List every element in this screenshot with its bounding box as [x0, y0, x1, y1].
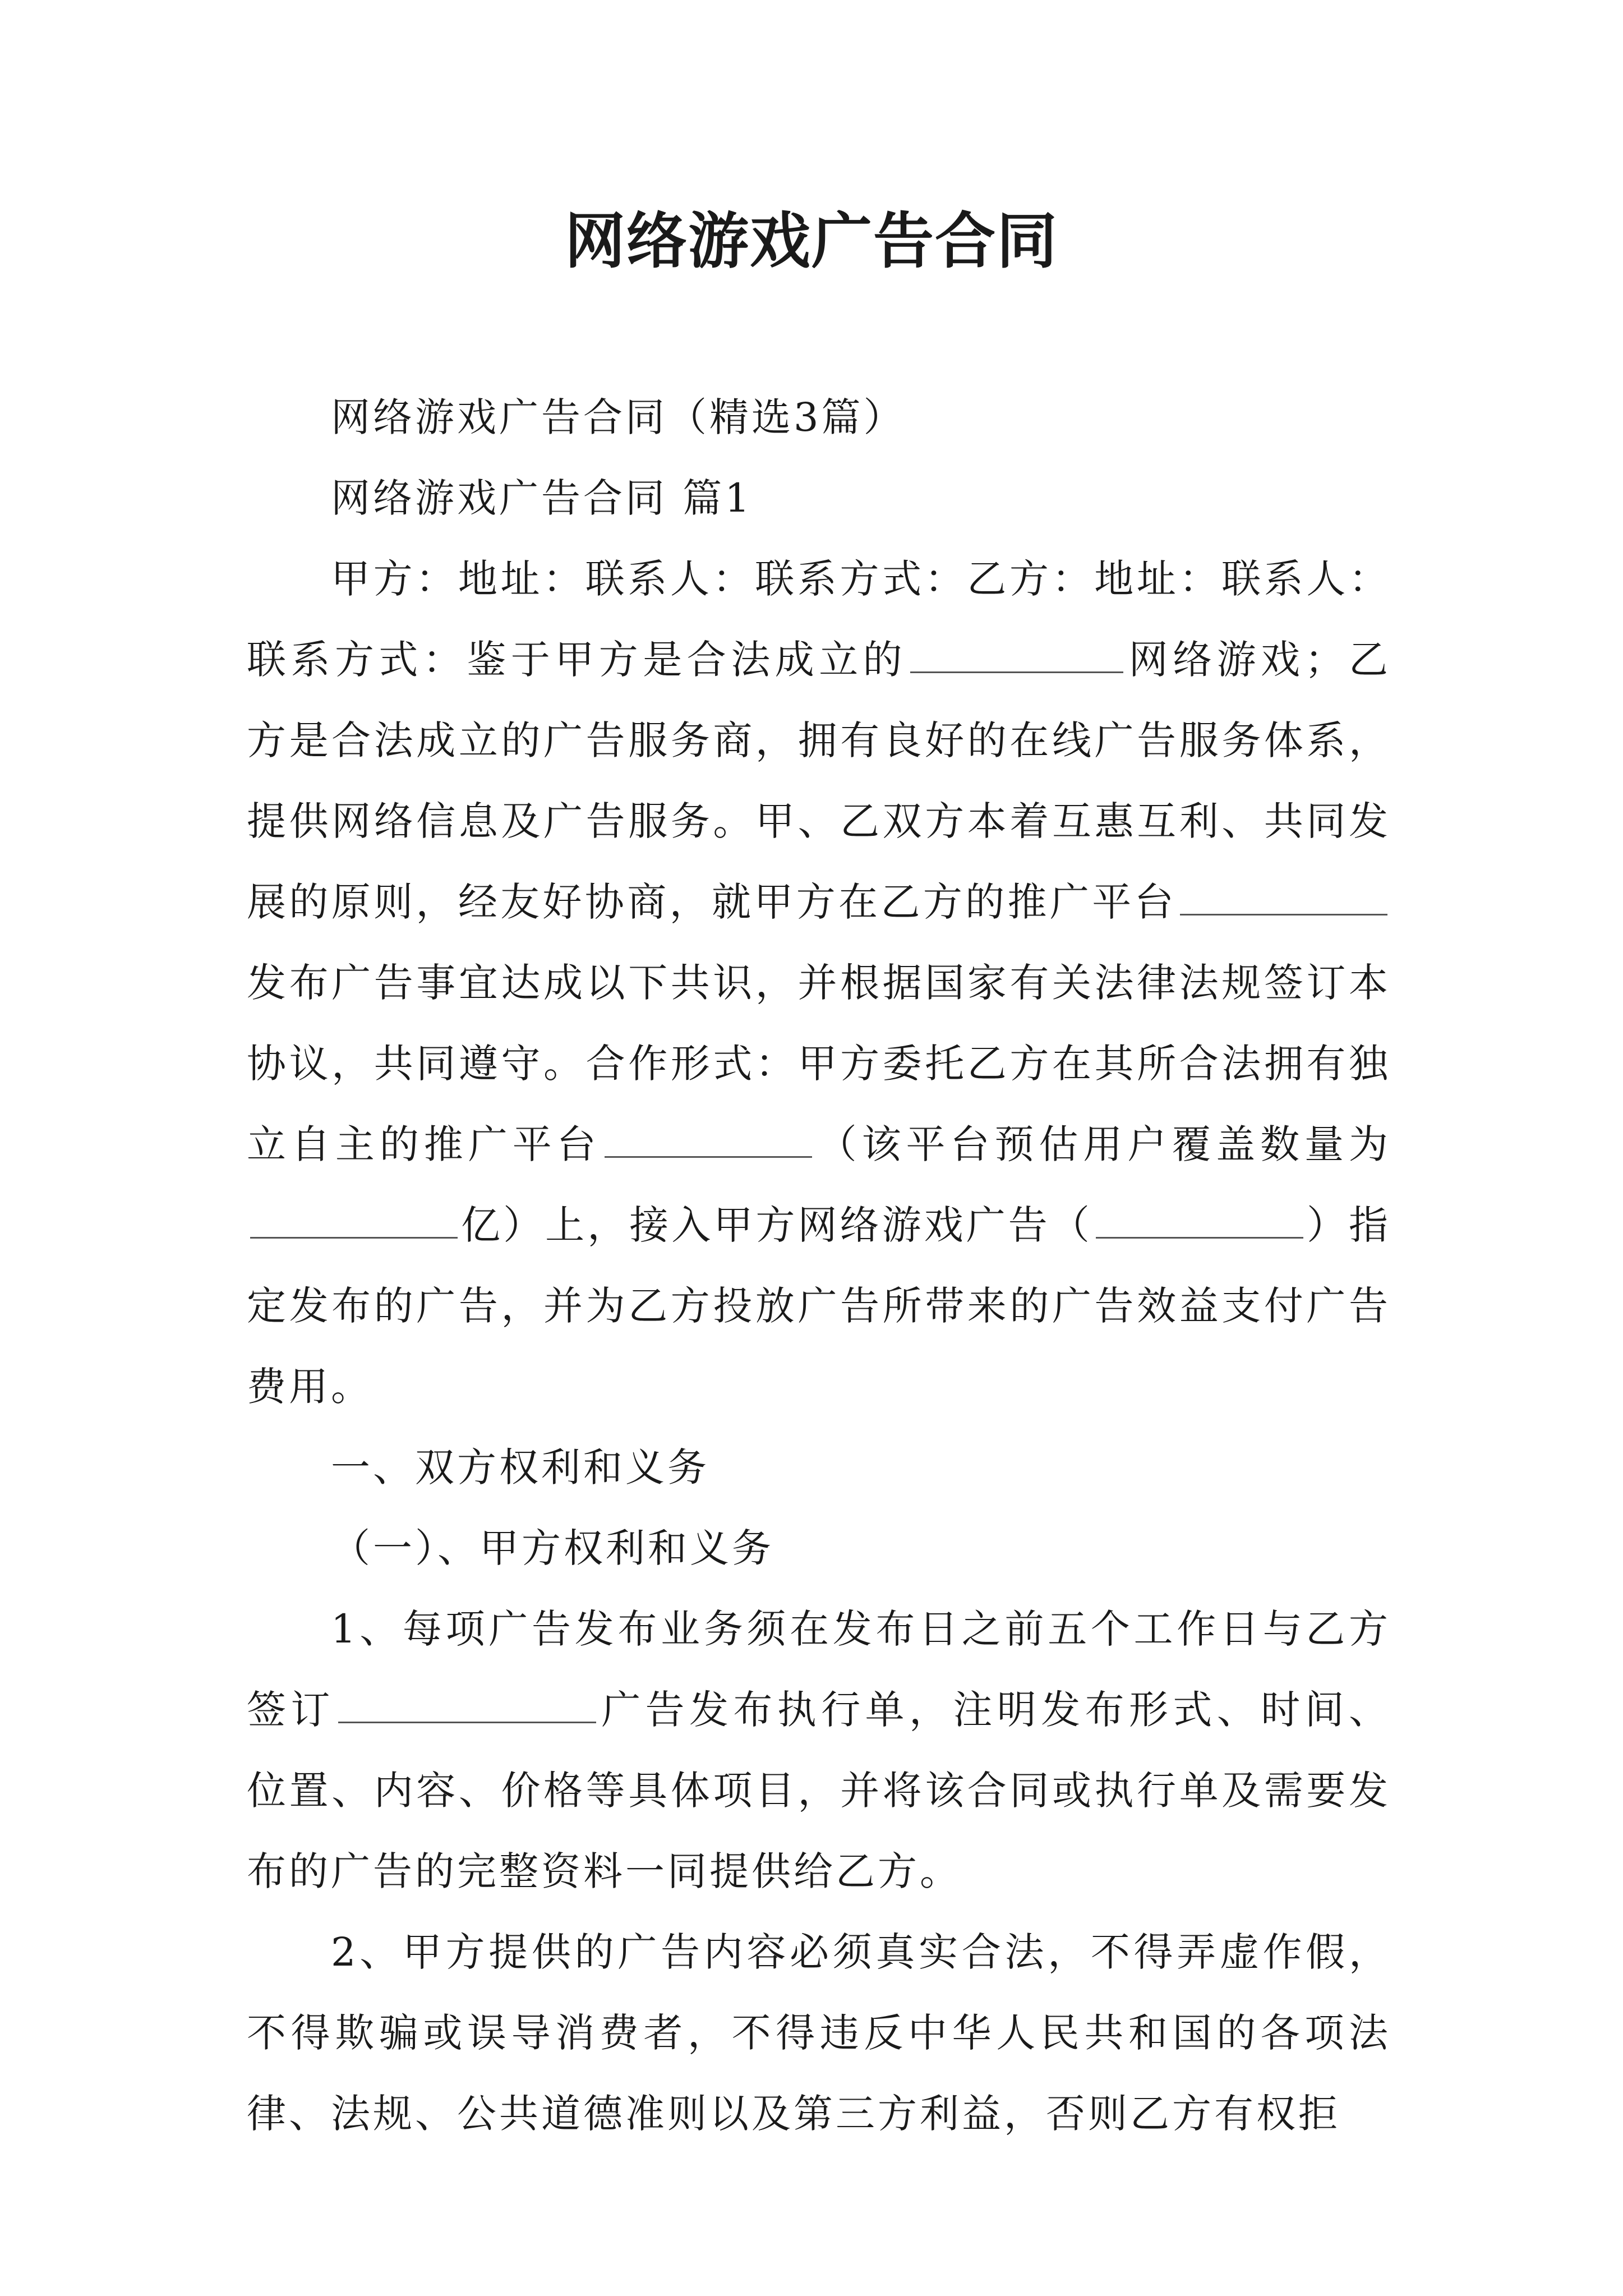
document-body	[247, 377, 1391, 2154]
document-title: 网络游戏广告合同	[564, 206, 1058, 277]
intro-paragraph	[247, 539, 1391, 1427]
subtitle-paragraph: 网络游戏广告合同（精选3篇）	[331, 394, 906, 440]
intro-text-5: 亿）上，接入甲方网络游戏广告（	[461, 1202, 1092, 1248]
blank-line	[250, 1199, 458, 1239]
clause-item-1-text-a: 1、每项广告发布业务须在发布日之前五个工作日与乙方签订	[247, 1606, 1391, 1733]
intro-text-3: 发布广告事宜达成以下共识，并根据国家有关法律法规签订本协议，共同遵守。合作形式：甲方委托乙方在其所合法拥有独立自主的推广平台	[247, 960, 1391, 1167]
intro-text-2: 网络游戏；乙方是合法成立的广告服务商，拥有良好的在线广告服务体系，提供网络信息及广告服务。甲、乙双方本着互惠互利、共同发展的原则，经友好协商，就甲方在乙方的推广平台	[247, 637, 1391, 925]
intro-text-1: 甲方：地址：联系人：联系方式：乙方：地址：联系人：联系方式：鉴于甲方是合法成立的	[247, 556, 1391, 683]
blank-line	[338, 1683, 596, 1723]
clause-item-2: 2、甲方提供的广告内容必须真实合法，不得弄虚作假，不得欺骗或误导消费者，不得违反中华人民共和国的各项法律、法规、公共道德准则以及第三方利益，否则乙方有权拒	[247, 1929, 1391, 2137]
blank-line	[1096, 1199, 1303, 1239]
intro-text-6: ）指定发布的广告，并为乙方投放广告所带来的广告效益支付广告费用。	[247, 1202, 1391, 1410]
blank-line	[605, 1118, 812, 1158]
section-heading-part1: 网络游戏广告合同 篇1	[331, 475, 753, 521]
intro-text-4: （该平台预估用户覆盖数量为	[815, 1121, 1391, 1167]
clause-subheading-1: （一）、甲方权利和义务	[331, 1525, 774, 1571]
blank-line	[910, 633, 1123, 673]
blank-line	[1180, 876, 1387, 915]
clause-heading-1: 一、双方权利和义务	[331, 1444, 709, 1490]
clause-item-1	[247, 1589, 1391, 1912]
clause-item-1-text-b: 广告发布执行单，注明发布形式、时间、位置、内容、价格等具体项目，并将该合同或执行单及需要发布的广告的完整资料一同提供给乙方。	[247, 1687, 1391, 1894]
